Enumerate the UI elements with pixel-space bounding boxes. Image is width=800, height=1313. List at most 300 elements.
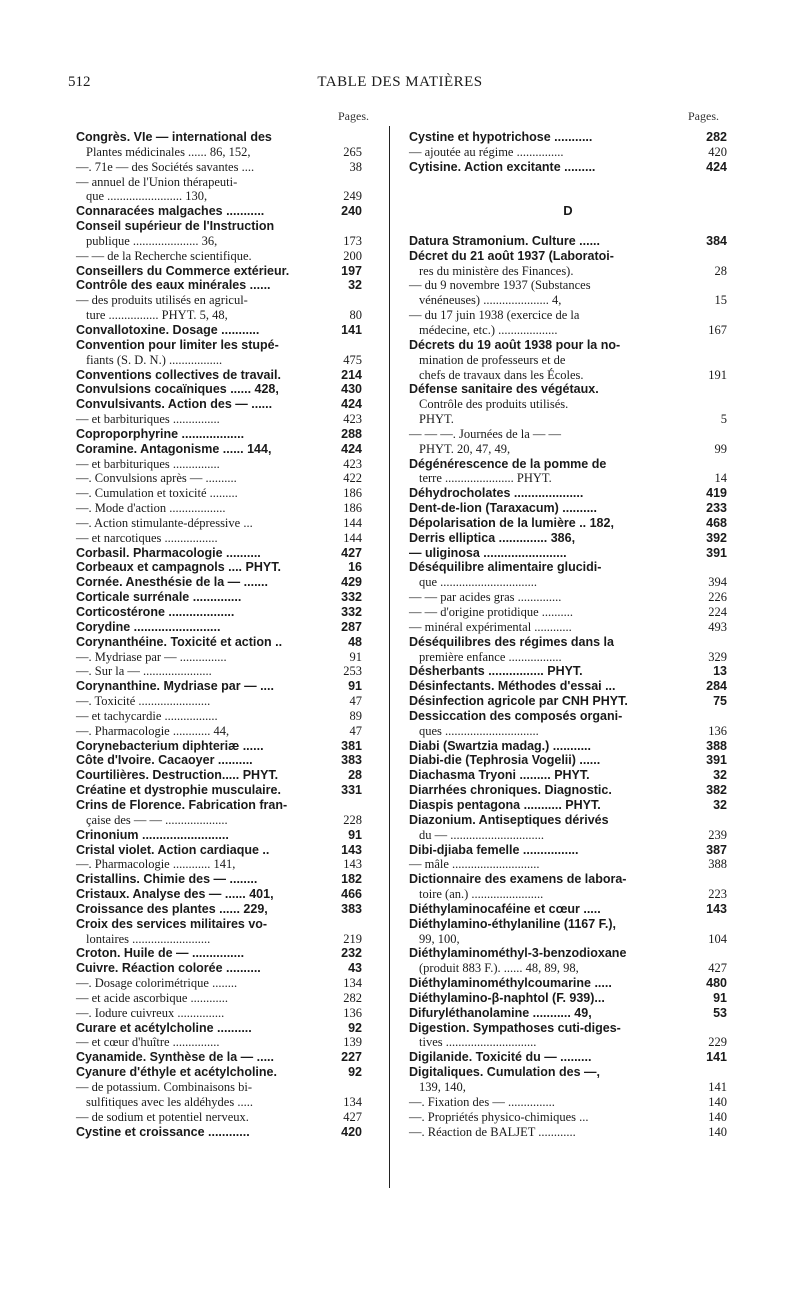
right-column <box>409 130 727 1139</box>
entry-page-number: 214 <box>341 367 362 382</box>
entry-text: Diazonium. Antiseptiques dérivés <box>409 812 609 827</box>
index-entry <box>409 635 727 650</box>
entry-page-number: 392 <box>706 530 727 545</box>
index-entry <box>76 917 362 932</box>
index-entry <box>409 338 727 353</box>
entry-page-number: 430 <box>341 382 362 397</box>
entry-page-number: 48 <box>348 634 362 649</box>
entry-text: —. Convulsions après — .......... <box>76 471 237 486</box>
index-entry <box>76 278 362 293</box>
index-entry <box>76 382 362 397</box>
index-entry <box>409 887 727 902</box>
index-entry <box>409 783 727 798</box>
entry-text: que ........................ 130, <box>86 189 208 204</box>
entry-page-number: 16 <box>348 560 362 575</box>
index-entry <box>76 887 362 902</box>
entry-page-number: 282 <box>706 130 727 144</box>
entry-text: Convallotoxine. Dosage ........... <box>76 322 260 337</box>
index-entry <box>76 353 362 368</box>
entry-text: Contrôle des eaux minérales ...... <box>76 278 271 293</box>
entry-text: — du 17 juin 1938 (exercice de la <box>409 308 580 323</box>
entry-page-number: 424 <box>341 441 362 456</box>
index-entry <box>76 338 362 353</box>
entry-page-number: 92 <box>348 1065 362 1080</box>
index-entry <box>76 753 362 768</box>
entry-page-number: 43 <box>348 961 362 976</box>
entry-page-number: 136 <box>343 1005 362 1020</box>
entry-page-number: 173 <box>343 233 362 248</box>
entry-text: toire (an.) ....................... <box>419 887 544 902</box>
entry-text: Corynebacterium diphteriæ ...... <box>76 738 264 753</box>
entry-text: Congrès. VIe — international des <box>76 130 272 144</box>
entry-page-number: 422 <box>343 471 362 486</box>
index-entry <box>76 575 362 590</box>
entry-text: Conseillers du Commerce extérieur. <box>76 263 290 278</box>
entry-page-number: 332 <box>341 605 362 619</box>
entry-page-number: 381 <box>341 738 362 753</box>
index-entry <box>76 590 362 605</box>
entry-page-number: 99 <box>714 441 727 456</box>
entry-page-number: 191 <box>708 367 727 382</box>
index-entry <box>409 709 727 724</box>
column-divider <box>389 126 390 1188</box>
entry-page-number: 331 <box>341 783 362 798</box>
entry-page-number: 420 <box>708 144 727 159</box>
entry-text: Convulsivants. Action des — ...... <box>76 397 273 412</box>
index-entry <box>409 382 727 397</box>
index-entry <box>409 293 727 308</box>
index-entry <box>76 234 362 249</box>
entry-text: lontaires ......................... <box>86 931 211 946</box>
index-entry <box>76 694 362 709</box>
entry-text: Derris elliptica .............. 386, <box>409 530 576 545</box>
entry-page-number: 265 <box>343 144 362 159</box>
entry-text: —. Toxicité ....................... <box>76 694 211 709</box>
index-entry <box>409 753 727 768</box>
entry-page-number: 141 <box>708 1080 727 1094</box>
index-entry <box>409 486 727 501</box>
entry-page-number: 420 <box>341 1124 362 1139</box>
entry-text: Crins de Florence. Fabrication fran- <box>76 797 288 812</box>
index-entry <box>409 724 727 739</box>
index-entry <box>76 679 362 694</box>
entry-text: — et cœur d'huître ............... <box>76 1035 220 1050</box>
entry-page-number: 288 <box>341 426 362 441</box>
entry-text: — — —. Journées de la — — <box>409 426 562 441</box>
entry-text: Dictionnaire des examens de labora- <box>409 872 627 887</box>
running-header <box>0 74 800 96</box>
index-entry <box>76 709 362 724</box>
entry-page-number: 5 <box>720 412 727 427</box>
entry-text: Corbasil. Pharmacologie .......... <box>76 545 261 560</box>
entry-page-number: 80 <box>349 308 362 323</box>
entry-page-number: 28 <box>348 768 362 783</box>
entry-text: Coproporphyrine .................. <box>76 426 245 441</box>
index-entry <box>409 204 727 219</box>
entry-text: vénéneuses) ..................... 4, <box>419 293 562 308</box>
entry-text: Déhydrocholates .................... <box>409 486 584 501</box>
entry-text: Diéthylaminocaféine et cœur ..... <box>409 901 601 916</box>
entry-page-number: 468 <box>706 515 727 530</box>
index-entry <box>76 724 362 739</box>
index-entry <box>76 813 362 828</box>
index-entry <box>409 323 727 338</box>
entry-page-number: 14 <box>714 471 727 486</box>
entry-text: 139, 140, <box>419 1080 466 1094</box>
index-entry <box>76 308 362 323</box>
index-entry <box>76 605 362 620</box>
entry-text: — — de la Recherche scientifique. <box>76 248 252 263</box>
entry-text: Cystine et hypotrichose ........... <box>409 130 593 144</box>
entry-text: Diachasma Tryoni ......... PHYT. <box>409 768 590 783</box>
entry-text: —. Sur la — ...................... <box>76 664 212 679</box>
entry-text: —. Fixation des — ............... <box>409 1094 555 1109</box>
entry-page-number: 233 <box>706 501 727 516</box>
index-entry <box>409 189 727 204</box>
entry-text: — et narcotiques ................. <box>76 530 218 545</box>
entry-text: Convention pour limiter les stupé- <box>76 337 279 352</box>
index-entry <box>76 783 362 798</box>
entry-page-number: 89 <box>349 708 362 723</box>
entry-page-number: 388 <box>706 738 727 753</box>
entry-page-number: 219 <box>343 931 362 946</box>
entry-text: Conventions collectives de travail. <box>76 367 281 382</box>
entry-text: Corticostérone ................... <box>76 605 235 619</box>
entry-page-number: 394 <box>708 575 727 590</box>
entry-text: 99, 100, <box>419 931 460 946</box>
index-entry <box>76 516 362 531</box>
entry-text: — minéral expérimental ............ <box>409 619 572 634</box>
index-entry <box>409 620 727 635</box>
index-entry <box>76 1125 362 1140</box>
index-entry <box>76 650 362 665</box>
index-entry <box>409 353 727 368</box>
entry-text: Dépolarisation de la lumière .. 182, <box>409 515 614 530</box>
index-entry <box>76 635 362 650</box>
entry-text: Déséquilibres des régimes dans la <box>409 634 614 649</box>
index-entry <box>409 1035 727 1050</box>
entry-text: Coramine. Antagonisme ...... 144, <box>76 441 272 456</box>
entry-text: — et tachycardie ................. <box>76 708 218 723</box>
entry-text: çaise des — — .................... <box>86 812 228 827</box>
index-entry <box>76 412 362 427</box>
index-entry <box>409 249 727 264</box>
page-title: TABLE DES MATIÈRES <box>317 74 483 90</box>
entry-page-number: 92 <box>348 1020 362 1035</box>
entry-page-number: 475 <box>343 352 362 367</box>
entry-text: Cristal violet. Action cardiaque .. <box>76 842 270 857</box>
index-entry <box>76 843 362 858</box>
index-entry <box>409 264 727 279</box>
entry-text: Plantes médicinales ...... 86, 152, <box>86 144 251 159</box>
entry-text: Créatine et dystrophie musculaire. <box>76 783 281 798</box>
index-entry <box>409 531 727 546</box>
entry-text: —. Action stimulante-dépressive ... <box>76 515 253 530</box>
index-entry <box>76 946 362 961</box>
entry-text: chefs de travaux dans les Écoles. <box>419 367 584 382</box>
entry-text: Désherbants ................ PHYT. <box>409 664 583 679</box>
page-number: 512 <box>68 74 91 90</box>
index-entry <box>76 1035 362 1050</box>
entry-page-number: 388 <box>708 857 727 872</box>
entry-page-number: 186 <box>343 501 362 516</box>
entry-text: —. Mydriase par — ............... <box>76 649 227 664</box>
entry-text: Déséquilibre alimentaire glucidi- <box>409 560 602 575</box>
entry-page-number: 419 <box>706 486 727 501</box>
entry-text: —. Iodure cuivreux ............... <box>76 1005 225 1020</box>
pages-label-left: Pages. <box>338 109 369 123</box>
entry-text: — de sodium et potentiel nerveux. <box>76 1109 249 1124</box>
entry-text: Dessiccation des composés organi- <box>409 708 623 723</box>
entry-text: — et barbituriques ............... <box>76 456 220 471</box>
index-entry <box>409 605 727 620</box>
entry-text: Crinonium ......................... <box>76 827 229 842</box>
entry-page-number: 226 <box>708 590 727 605</box>
index-entry <box>409 219 727 234</box>
entry-page-number: 47 <box>349 694 362 709</box>
index-entry <box>76 145 362 160</box>
index-entry <box>409 857 727 872</box>
entry-page-number: 391 <box>706 753 727 768</box>
index-entry <box>409 961 727 976</box>
index-entry <box>76 961 362 976</box>
entry-page-number: 134 <box>343 976 362 991</box>
index-entry <box>76 249 362 264</box>
entry-page-number: 329 <box>708 649 727 664</box>
entry-page-number: 144 <box>343 515 362 530</box>
entry-page-number: 424 <box>706 159 727 174</box>
entry-text: Diéthylaminométhylcoumarine ..... <box>409 976 612 991</box>
entry-text: —. Cumulation et toxicité ......... <box>76 486 238 501</box>
entry-page-number: 134 <box>343 1094 362 1109</box>
entry-page-number: 167 <box>708 322 727 337</box>
index-entry <box>409 471 727 486</box>
entry-text: Décrets du 19 août 1938 pour la no- <box>409 337 621 352</box>
entry-page-number: 104 <box>708 931 727 946</box>
index-entry <box>76 620 362 635</box>
entry-text: —. Réaction de BALJET ............ <box>409 1124 576 1139</box>
index-entry <box>76 204 362 219</box>
entry-text: Cristallins. Chimie des — ........ <box>76 872 258 887</box>
index-entry <box>409 412 727 427</box>
index-entry <box>76 323 362 338</box>
entry-text: Digestion. Sympathoses cuti-diges- <box>409 1020 621 1035</box>
entry-text: — — d'origine protidique .......... <box>409 605 574 619</box>
index-entry <box>409 1065 727 1080</box>
entry-text: —. Pharmacologie ............ 44, <box>76 723 230 738</box>
entry-page-number: 249 <box>343 189 362 204</box>
index-entry <box>76 664 362 679</box>
entry-page-number: 423 <box>343 412 362 427</box>
entry-text: Corynanthine. Mydriase par — .... <box>76 679 274 694</box>
index-entry <box>76 1050 362 1065</box>
entry-text: tives ............................. <box>419 1035 537 1050</box>
entry-text: que ............................... <box>419 575 538 590</box>
index-entry <box>409 976 727 991</box>
entry-text: Diabi (Swartzia madag.) ........... <box>409 738 591 753</box>
entry-page-number: 13 <box>713 664 727 679</box>
entry-text: —. 71e — des Sociétés savantes .... <box>76 159 255 174</box>
entry-text: —. Propriétés physico-chimiques ... <box>409 1109 589 1124</box>
entry-text: Cuivre. Réaction colorée .......... <box>76 961 261 976</box>
index-entry <box>76 1095 362 1110</box>
index-entry <box>76 798 362 813</box>
entry-page-number: 32 <box>713 768 727 783</box>
index-entry <box>76 160 362 175</box>
entry-page-number: 91 <box>348 679 362 694</box>
entry-text: Cyanamide. Synthèse de la — ..... <box>76 1050 274 1065</box>
entry-text: Digitaliques. Cumulation des —, <box>409 1065 600 1080</box>
index-entry <box>76 739 362 754</box>
entry-page-number: 229 <box>708 1035 727 1050</box>
entry-text: Cytisine. Action excitante ......... <box>409 159 596 174</box>
index-entry <box>76 130 362 145</box>
index-entry <box>409 1080 727 1095</box>
entry-text: Contrôle des produits utilisés. <box>419 397 569 412</box>
index-entry <box>409 501 727 516</box>
entry-page-number: 424 <box>341 397 362 412</box>
entry-text: — ajoutée au régime ............... <box>409 144 564 159</box>
index-entry <box>409 457 727 472</box>
entry-page-number: 91 <box>713 990 727 1005</box>
entry-text: — du 9 novembre 1937 (Substances <box>409 278 591 293</box>
entry-text: Défense sanitaire des végétaux. <box>409 382 599 397</box>
entry-text: Dégénérescence de la pomme de <box>409 456 607 471</box>
entry-text: res du ministère des Finances). <box>419 263 574 278</box>
entry-page-number: 287 <box>341 619 362 634</box>
entry-text: mination de professeurs et de <box>419 352 566 367</box>
entry-page-number: 427 <box>708 961 727 976</box>
entry-text: Dent-de-lion (Taraxacum) .......... <box>409 501 597 516</box>
entry-page-number: 427 <box>341 545 362 560</box>
entry-page-number: 141 <box>341 322 362 337</box>
entry-text: Désinfection agricole par CNH PHYT. <box>409 694 628 709</box>
entry-text: Diéthylamino-β-naphtol (F. 939)... <box>409 990 605 1005</box>
index-entry <box>409 768 727 783</box>
entry-text: Corydine ......................... <box>76 619 221 634</box>
entry-text: —. Mode d'action .................. <box>76 501 226 516</box>
entry-page-number: 384 <box>706 233 727 248</box>
index-entry <box>76 264 362 279</box>
index-entry <box>409 130 727 145</box>
entry-page-number: 387 <box>706 842 727 857</box>
pages-label-right: Pages. <box>688 109 719 123</box>
entry-page-number: 284 <box>706 679 727 694</box>
entry-text: (produit 883 F.). ...... 48, 89, 98, <box>419 961 579 976</box>
entry-text: terre ...................... PHYT. <box>419 471 552 486</box>
entry-text: PHYT. <box>419 412 454 427</box>
entry-text: — annuel de l'Union thérapeuti- <box>76 174 238 189</box>
index-entry <box>409 442 727 457</box>
index-entry <box>409 1050 727 1065</box>
entry-page-number: 391 <box>706 545 727 560</box>
index-entry <box>409 917 727 932</box>
index-entry <box>409 946 727 961</box>
entry-page-number: 28 <box>714 263 727 278</box>
index-entry <box>409 902 727 917</box>
entry-text: Difuryléthanolamine ........... 49, <box>409 1005 592 1020</box>
entry-page-number: 75 <box>713 694 727 709</box>
entry-text: Convulsions cocaïniques ...... 428, <box>76 382 279 397</box>
entry-page-number: 32 <box>348 278 362 293</box>
entry-text: — uliginosa ........................ <box>409 545 567 560</box>
index-entry <box>76 293 362 308</box>
index-entry <box>409 1110 727 1125</box>
entry-page-number: 140 <box>708 1109 727 1124</box>
index-entry <box>76 1080 362 1095</box>
entry-page-number: 91 <box>348 827 362 842</box>
entry-page-number: 91 <box>349 649 362 664</box>
entry-text: —. Dosage colorimétrique ........ <box>76 976 238 991</box>
index-entry <box>409 843 727 858</box>
index-entry <box>76 828 362 843</box>
index-entry <box>76 857 362 872</box>
entry-page-number: 493 <box>708 619 727 634</box>
entry-page-number: 480 <box>706 976 727 991</box>
entry-text: Corynanthéine. Toxicité et action .. <box>76 634 283 649</box>
entry-text: médecine, etc.) ................... <box>419 322 558 337</box>
entry-page-number: 15 <box>714 293 727 308</box>
entry-text: Corticale surrénale .............. <box>76 590 242 605</box>
index-entry <box>409 798 727 813</box>
index-entry <box>76 1110 362 1125</box>
entry-text: Conseil supérieur de l'Instruction <box>76 219 275 234</box>
index-entry <box>409 739 727 754</box>
entry-text: Diaspis pentagona ........... PHYT. <box>409 797 601 812</box>
entry-text: — de potassium. Combinaisons bi- <box>76 1080 253 1094</box>
entry-text: — — par acides gras .............. <box>409 590 562 605</box>
entry-text: PHYT. 20, 47, 49, <box>419 441 511 456</box>
entry-text: Décret du 21 août 1937 (Laboratoi- <box>409 248 614 263</box>
entry-text: — mâle ............................ <box>409 857 540 872</box>
entry-page-number: 32 <box>713 797 727 812</box>
index-entry <box>76 872 362 887</box>
entry-page-number: 140 <box>708 1124 727 1139</box>
entry-text: Cyanure d'éthyle et acétylcholine. <box>76 1065 277 1080</box>
entry-page-number: 423 <box>343 456 362 471</box>
index-entry <box>409 368 727 383</box>
index-entry <box>409 516 727 531</box>
index-entry <box>409 650 727 665</box>
index-entry <box>76 546 362 561</box>
index-entry <box>409 278 727 293</box>
entry-page-number: 53 <box>713 1005 727 1020</box>
entry-text: Cystine et croissance ............ <box>76 1124 250 1139</box>
index-entry <box>76 932 362 947</box>
entry-page-number: 200 <box>343 248 362 263</box>
entry-page-number: 38 <box>349 159 362 174</box>
entry-page-number: 141 <box>706 1050 727 1065</box>
entry-page-number: 182 <box>341 872 362 887</box>
index-entry <box>76 486 362 501</box>
entry-text: Dibi-djiaba femelle ................ <box>409 842 579 857</box>
index-entry <box>76 442 362 457</box>
index-entry <box>409 175 727 190</box>
entry-text: Croton. Huile de — ............... <box>76 946 245 961</box>
entry-page-number: 186 <box>343 486 362 501</box>
entry-text: fiants (S. D. N.) ................. <box>86 352 223 367</box>
index-entry <box>409 145 727 160</box>
entry-page-number: 332 <box>341 590 362 605</box>
entry-page-number: 239 <box>708 827 727 842</box>
index-entry <box>76 368 362 383</box>
entry-text: — et barbituriques ............... <box>76 412 220 427</box>
index-entry <box>76 1006 362 1021</box>
index-entry <box>409 872 727 887</box>
entry-page-number: 143 <box>343 857 362 872</box>
entry-page-number: 240 <box>341 204 362 219</box>
entry-text: — et acide ascorbique ............ <box>76 990 229 1005</box>
